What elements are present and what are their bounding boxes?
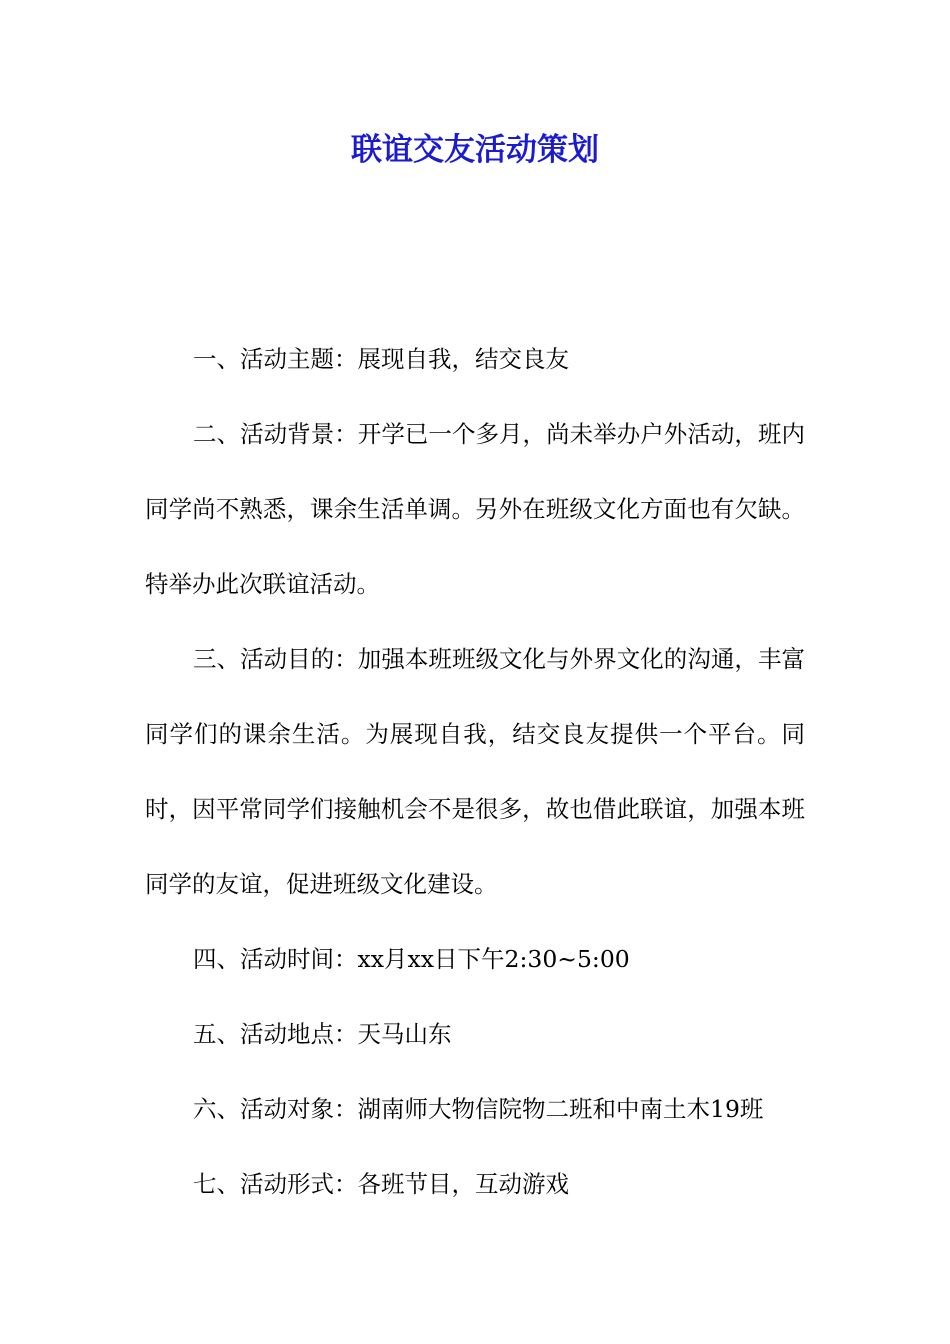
document-body bbox=[145, 322, 805, 1222]
paragraph-purpose: 三、活动目的：加强本班班级文化与外界文化的沟通，丰富同学们的课余生活。为展现自我，结交良友提供一个平台。同时，因平常同学们接触机会不是很多，故也借此联谊，加强本班同学的友谊，促进班级文化建设。 bbox=[145, 645, 805, 898]
paragraph-location: 五、活动地点：天马山东 bbox=[193, 1020, 452, 1048]
paragraph-format: 七、活动形式：各班节目，互动游戏 bbox=[193, 1170, 569, 1198]
paragraph-participants: 六、活动对象：湖南师大物信院物二班和中南土木19班 bbox=[193, 1095, 764, 1123]
paragraph-time: 四、活动时间：xx月xx日下午2:30~5:00 bbox=[193, 945, 630, 973]
paragraph-background: 二、活动背景：开学已一个多月，尚未举办户外活动，班内同学尚不熟悉，课余生活单调。另外在班级文化方面也有欠缺。特举办此次联谊活动。 bbox=[145, 420, 805, 598]
paragraph-theme: 一、活动主题：展现自我，结交良友 bbox=[193, 345, 569, 373]
document-title: 联谊交友活动策划 bbox=[351, 132, 599, 168]
